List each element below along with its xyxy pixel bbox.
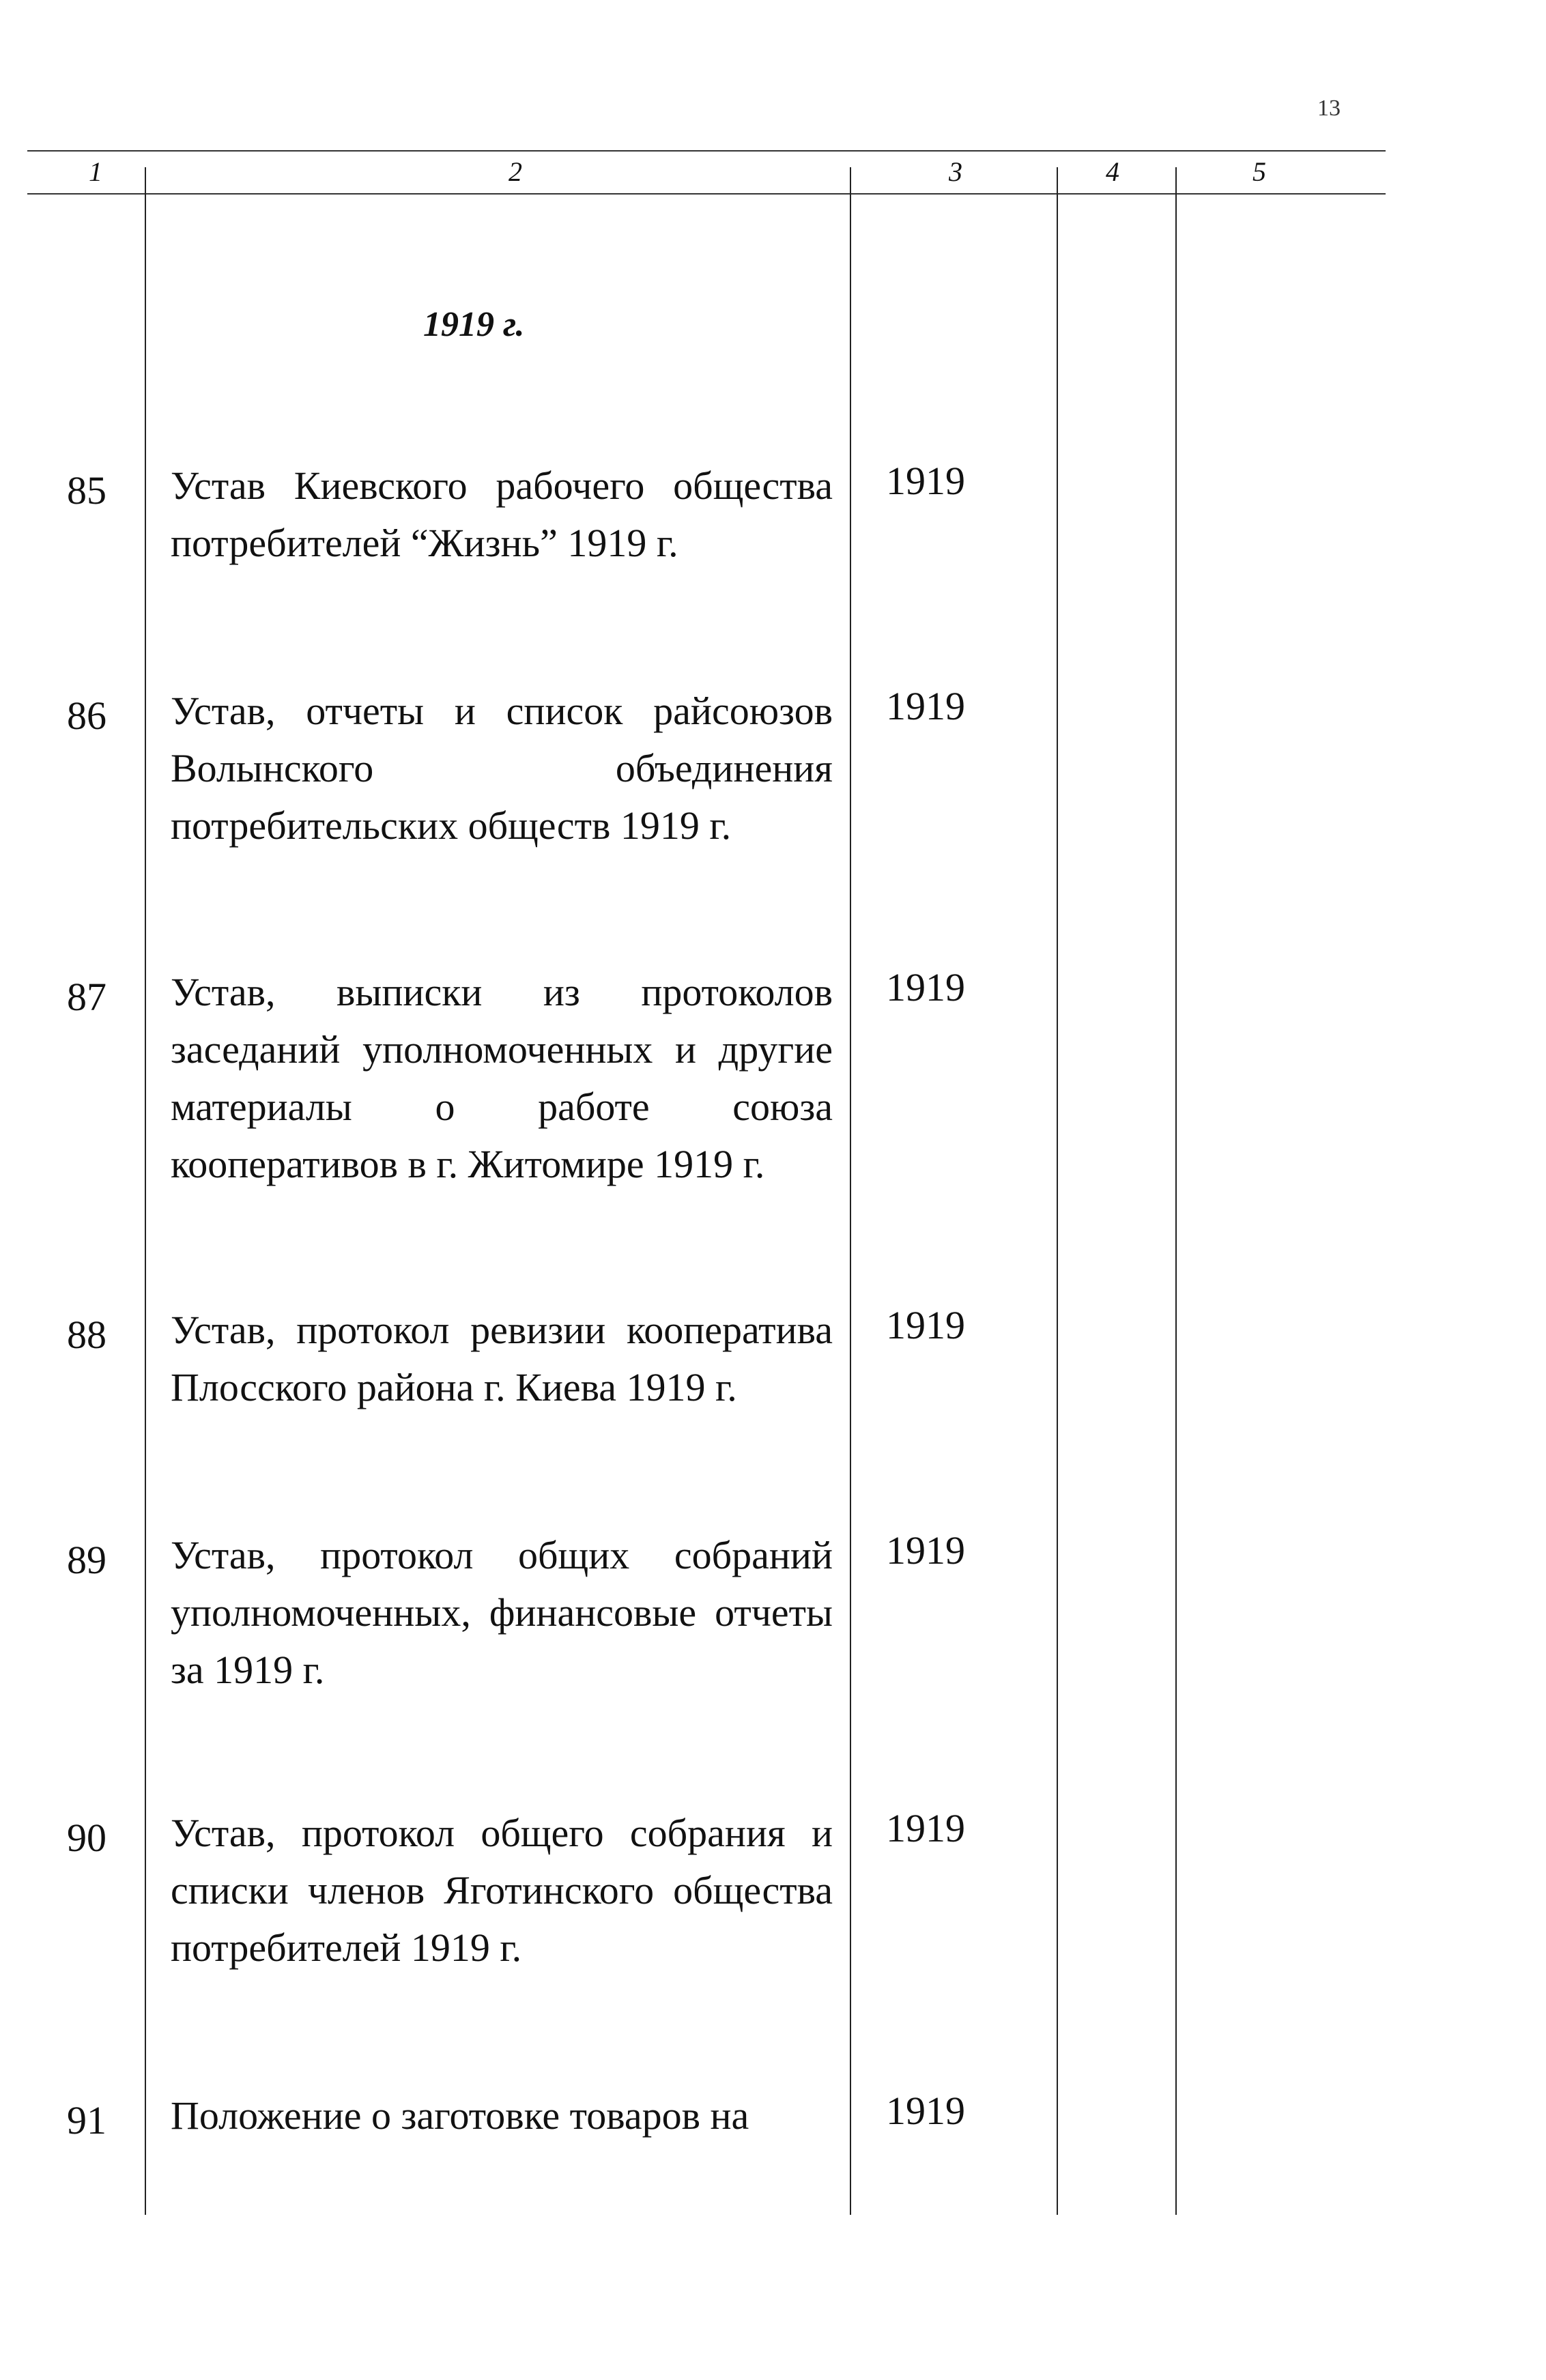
row-year: 1919 bbox=[886, 459, 965, 503]
column-header-2: 2 bbox=[509, 156, 522, 187]
row-number: 90 bbox=[67, 1816, 106, 1860]
row-number: 88 bbox=[67, 1313, 106, 1357]
column-rule-4 bbox=[1175, 167, 1177, 2215]
row-number: 91 bbox=[67, 2098, 106, 2142]
header-top-rule bbox=[27, 150, 1386, 152]
row-description: Положение о заготовке товаров на bbox=[171, 2093, 749, 2138]
row-number: 89 bbox=[67, 1538, 106, 1582]
row-number: 85 bbox=[67, 468, 106, 513]
column-rule-3 bbox=[1057, 167, 1058, 2215]
row-year: 1919 bbox=[886, 684, 965, 728]
column-header-3: 3 bbox=[949, 156, 962, 187]
row-year: 1919 bbox=[886, 1303, 965, 1347]
row-number: 87 bbox=[67, 975, 106, 1019]
row-year: 1919 bbox=[886, 1806, 965, 1850]
row-year: 1919 bbox=[886, 2089, 965, 2133]
page-number: 13 bbox=[1317, 96, 1341, 121]
column-rule-1 bbox=[145, 167, 146, 2215]
column-rule-2 bbox=[850, 167, 851, 2215]
column-header-5: 5 bbox=[1252, 156, 1266, 187]
row-number: 86 bbox=[67, 693, 106, 738]
row-description: Устав, протокол общих собраний уполномоченных, финансовые отчеты за 1919 г. bbox=[171, 1533, 833, 1692]
header-bottom-rule bbox=[27, 193, 1386, 195]
row-description: Устав Киевского рабочего общества потребителей “Жизнь” 1919 г. bbox=[171, 463, 833, 565]
column-header-4: 4 bbox=[1106, 156, 1119, 187]
column-header-1: 1 bbox=[89, 156, 102, 187]
row-year: 1919 bbox=[886, 965, 965, 1009]
row-description: Устав, выписки из протоколов заседаний уполномоченных и другие материалы о работе союза кооперативов в г. Житомире 1919 г. bbox=[171, 970, 833, 1186]
row-description: Устав, протокол общего собрания и списки членов Яготинского общества потребителей 1919 г. bbox=[171, 1811, 833, 1970]
row-description: Устав, протокол ревизии кооператива Плосского района г. Киева 1919 г. bbox=[171, 1308, 833, 1409]
row-description: Устав, отчеты и список райсоюзов Волынского объединения потребительских обществ 1919 г. bbox=[171, 689, 833, 848]
row-year: 1919 bbox=[886, 1528, 965, 1573]
section-title: 1919 г. bbox=[423, 305, 525, 344]
